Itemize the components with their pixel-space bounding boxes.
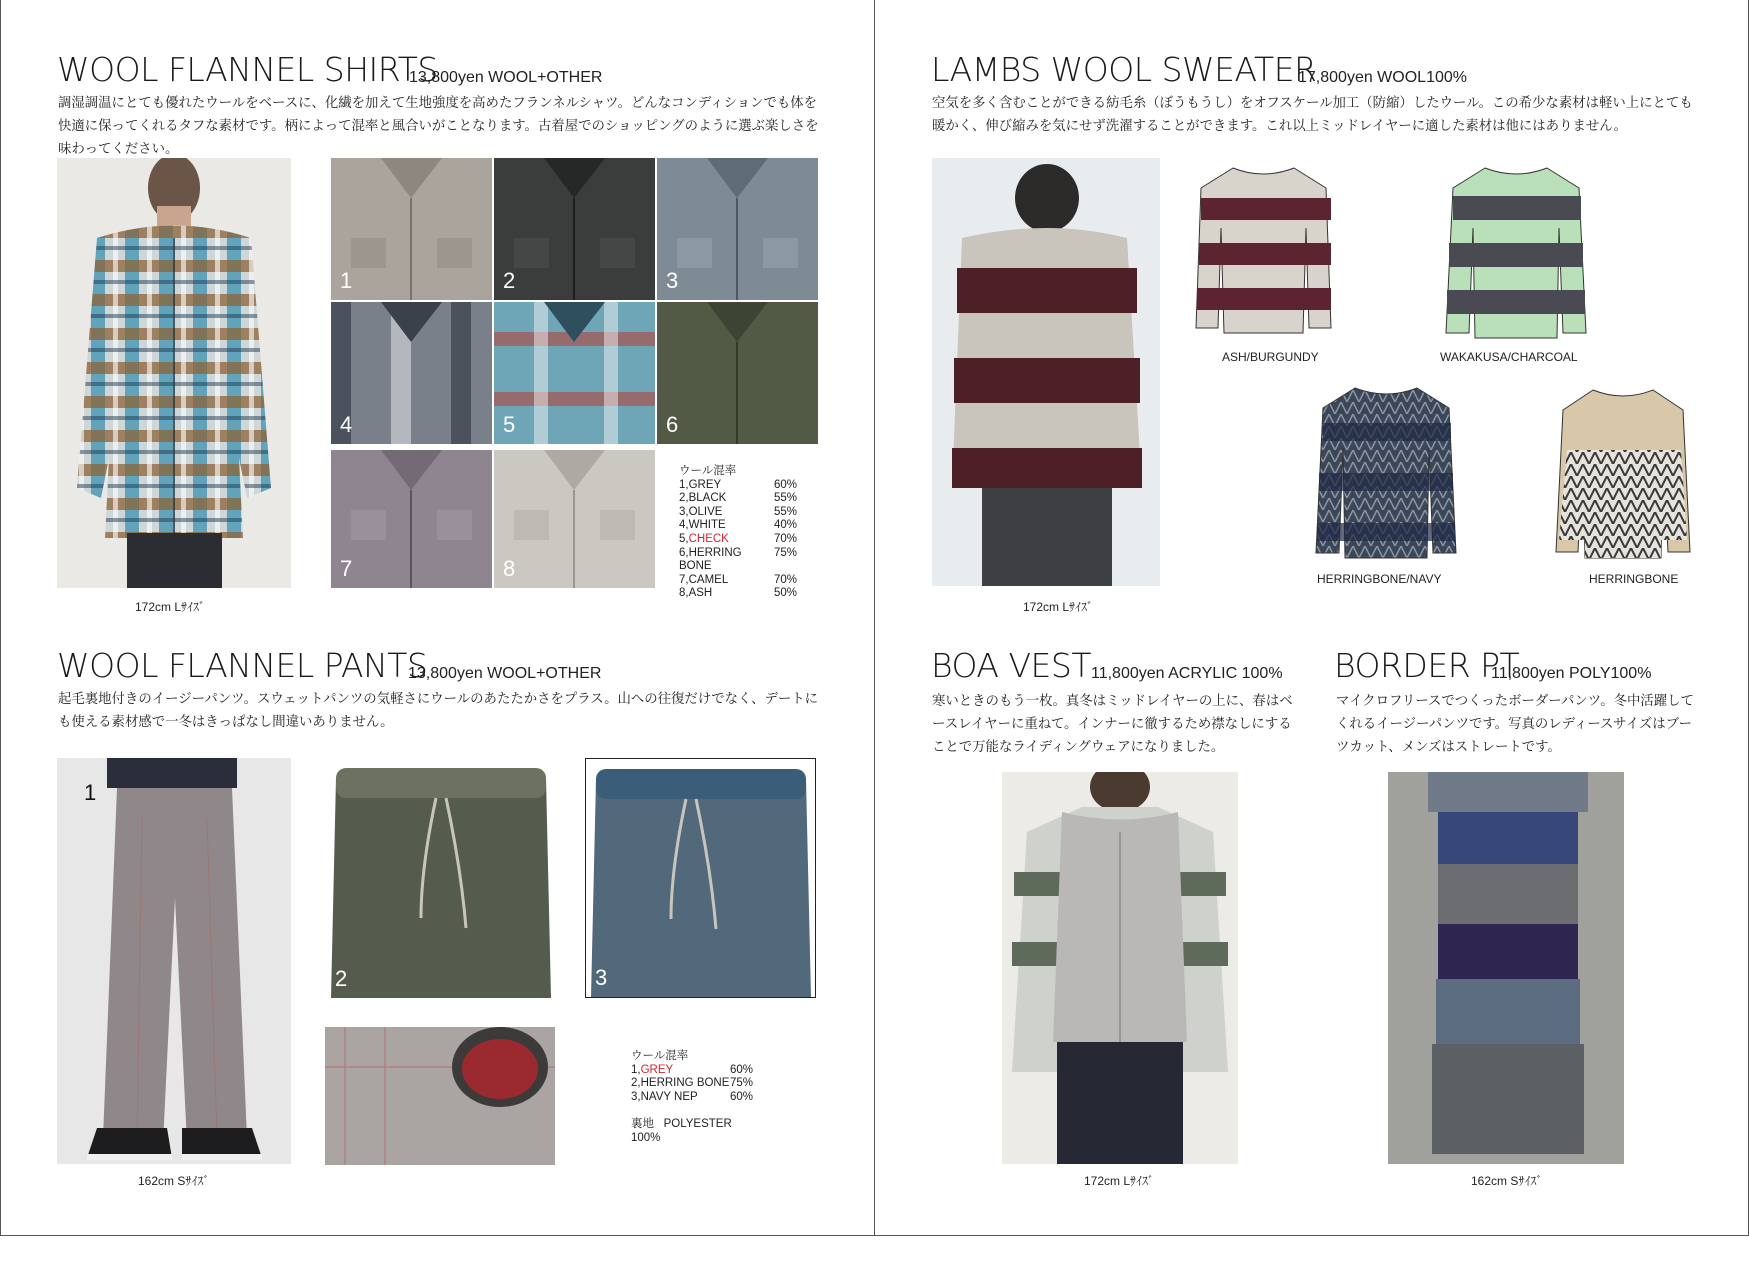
shirts-mix-title: ウール混率: [679, 465, 737, 477]
sweater-model-caption: 172cm Lｻｲｽﾞ: [1023, 600, 1094, 614]
border-pt-price: 11,800yen POLY100%: [1491, 665, 1652, 682]
shirt-swatch-2: [494, 158, 655, 300]
shirts-mix-row: 8,ASH 50%: [679, 587, 797, 600]
sweater-model-photo: [932, 158, 1160, 586]
shirts-wool-mix-table: [679, 465, 797, 601]
sweater-color-label: HERRINGBONE/NAVY: [1317, 572, 1442, 586]
shirt-number-1: 1: [340, 268, 353, 293]
shirts-mix-row: 6,HERRING BONE 75%: [679, 546, 797, 573]
sweater-illustration-wakakusa-charcoal: [1441, 158, 1591, 343]
pants-price: 13,800yen WOOL+OTHER: [408, 665, 602, 682]
vest-price: 11,800yen ACRYLIC 100%: [1091, 665, 1283, 682]
shirts-mix-row: 7,CAMEL 70%: [679, 573, 797, 586]
shirts-mix-row: 2,BLACK 55%: [679, 492, 797, 505]
shirts-mix-row: 5,CHECK 70%: [679, 532, 797, 545]
shirt-number-4: 4: [340, 412, 353, 437]
sweater-color-label: WAKAKUSA/CHARCOAL: [1440, 350, 1578, 364]
page-divider: [874, 0, 875, 1236]
shirt-swatch-3: [657, 158, 818, 300]
pants-wool-mix-table: [631, 1050, 753, 1146]
pants-lining-spec: 裏地 POLYESTER 100%: [631, 1118, 732, 1144]
shirt-swatch-6: [657, 302, 818, 444]
pants-mix-title: ウール混率: [631, 1050, 689, 1062]
shirts-mix-row: 4,WHITE 40%: [679, 519, 797, 532]
pants-number-3: 3: [595, 965, 608, 990]
vest-title: BOA VEST: [931, 646, 1092, 685]
sweater-price: 17,800yen WOOL100%: [1298, 69, 1467, 86]
pants-mix-row: 2,HERRING BONE 75%: [631, 1077, 753, 1090]
shirts-model-caption: 172cm Lｻｲｽﾞ: [135, 600, 206, 614]
pants-lining-detail-photo: [325, 1027, 555, 1165]
sweater-illustration-ash-burgundy: [1191, 158, 1336, 338]
shirt-swatch-1: [331, 158, 492, 300]
shirt-number-6: 6: [666, 412, 679, 437]
pants-mix-row: 3,NAVY NEP 60%: [631, 1090, 753, 1103]
border-pt-model-photo: [1388, 772, 1624, 1164]
shirts-description: 調湿調温にとても優れたウールをベースに、化繊を加えて生地強度を高めたフランネルシャツ。どんなコンディションでも体を快適に保ってくれるタフな素材です。柄によって混率と風合いがことなります。古着屋でのショッピングのように選ぶ楽しさを味わってください。: [58, 96, 819, 157]
shirts-price: 13,800yen WOOL+OTHER: [409, 69, 603, 86]
pants-mix-row: 1,GREY 60%: [631, 1063, 753, 1076]
pants-swatch-3: [585, 758, 816, 998]
shirt-number-7: 7: [340, 556, 353, 581]
pants-number-1: 1: [84, 780, 97, 805]
sweater-illustration-herringbone-navy: [1311, 378, 1461, 563]
shirt-number-5: 5: [503, 412, 516, 437]
pants-title: WOOL FLANNEL PANTS: [57, 646, 428, 685]
border-pt-description: マイクロフリースでつくったボーダーパンツ。冬中活躍してくれるイージーパンツです。写真のレディースサイズはブーツカット、メンズはストレートです。: [1336, 694, 1694, 755]
pants-swatch-2: [326, 758, 556, 998]
vest-model-photo: [1002, 772, 1238, 1164]
pants-number-2: 2: [335, 966, 348, 991]
sweater-title: LAMBS WOOL SWEATER: [931, 50, 1317, 89]
shirt-swatch-8: [494, 450, 655, 588]
pants-description: 起毛裏地付きのイージーパンツ。スウェットパンツの気軽さにウールのあたたかさをプラス。山への往復だけでなく、デートにも使える素材感で一冬はきっぱなし間違いありません。: [58, 692, 819, 730]
shirt-number-3: 3: [666, 268, 679, 293]
shirts-mix-row: 1,GREY 60%: [679, 478, 797, 491]
pants-model-caption: 162cm Sｻｲｽﾞ: [138, 1174, 210, 1188]
sweater-color-label: HERRINGBONE: [1589, 572, 1679, 586]
shirt-number-8: 8: [503, 556, 516, 581]
shirt-swatch-5: [494, 302, 655, 444]
border-pt-title: BORDER PT: [1334, 646, 1520, 685]
border-pt-model-caption: 162cm Sｻｲｽﾞ: [1471, 1174, 1543, 1188]
shirt-number-2: 2: [503, 268, 516, 293]
shirts-mix-row: 3,OLIVE 55%: [679, 505, 797, 518]
sweater-color-label: ASH/BURGUNDY: [1222, 350, 1319, 364]
vest-model-caption: 172cm Lｻｲｽﾞ: [1084, 1174, 1155, 1188]
vest-description: 寒いときのもう一枚。真冬はミッドレイヤーの上に、春はベースレイヤーに重ねて。インナーに徹するため襟なしにすることで万能なライディングウェアになりました。: [932, 694, 1293, 755]
pants-model-photo: [57, 758, 291, 1164]
shirts-model-photo: [57, 158, 291, 588]
shirt-swatch-7: [331, 450, 492, 588]
shirts-title: WOOL FLANNEL SHIRTS: [57, 50, 438, 89]
shirt-swatch-4: [331, 302, 492, 444]
sweater-description: 空気を多く含むことができる紡毛糸（ぼうもうし）をオフスケール加工（防縮）したウール。この希少な素材は軽い上にとても暖かく、伸び縮みを気にせず洗濯することができます。これ以上ミッドレイヤーに適した素材は他にはありません。: [932, 96, 1693, 134]
sweater-illustration-herringbone: [1553, 380, 1693, 562]
